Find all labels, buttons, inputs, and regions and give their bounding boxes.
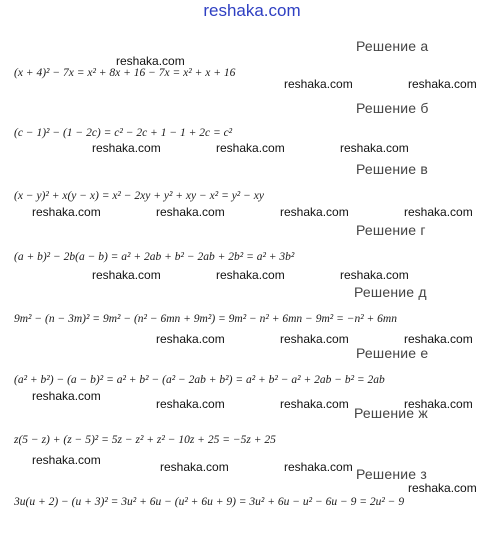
watermark: reshaka.com — [156, 397, 225, 411]
solution-label-e: Решение е — [356, 345, 429, 361]
solution-label-d: Решение д — [354, 284, 427, 300]
solution-label-zh: Решение ж — [354, 405, 428, 421]
watermark: reshaka.com — [280, 205, 349, 219]
watermark: reshaka.com — [408, 77, 477, 91]
watermark: reshaka.com — [408, 481, 477, 495]
watermark: reshaka.com — [92, 141, 161, 155]
solution-label-v: Решение в — [356, 161, 428, 177]
solution-formula-g: (a + b)² − 2b(a − b) = a² + 2ab + b² − 2ab + 2b² = a² + 3b² — [14, 251, 295, 263]
watermark: reshaka.com — [280, 332, 349, 346]
watermark: reshaka.com — [340, 268, 409, 282]
watermark: reshaka.com — [284, 77, 353, 91]
watermark: reshaka.com — [32, 453, 101, 467]
watermark: reshaka.com — [284, 460, 353, 474]
watermark: reshaka.com — [32, 205, 101, 219]
watermark: reshaka.com — [92, 268, 161, 282]
solution-label-z: Решение з — [356, 466, 427, 482]
watermark: reshaka.com — [216, 268, 285, 282]
watermark: reshaka.com — [404, 332, 473, 346]
solution-label-g: Решение г — [356, 222, 426, 238]
watermark: reshaka.com — [404, 397, 473, 411]
watermark: reshaka.com — [32, 389, 101, 403]
solution-formula-d: 9m² − (n − 3m)² = 9m² − (n² − 6mn + 9m²) = 9m² − n² + 6mn − 9m² = −n² + 6mn — [14, 313, 397, 325]
watermark: reshaka.com — [156, 205, 225, 219]
solution-formula-v: (x − y)² + x(y − x) = x² − 2xy + y² + xy − x² = y² − xy — [14, 190, 264, 202]
watermark: reshaka.com — [160, 460, 229, 474]
watermark: reshaka.com — [280, 397, 349, 411]
watermark: reshaka.com — [156, 332, 225, 346]
watermark: reshaka.com — [340, 141, 409, 155]
solution-formula-z: 3u(u + 2) − (u + 3)² = 3u² + 6u − (u² + 6u + 9) = 3u² + 6u − u² − 6u − 9 = 2u² − 9 — [14, 496, 405, 508]
solution-formula-a: (x + 4)² − 7x = x² + 8x + 16 − 7x = x² + x + 16 — [14, 67, 236, 79]
solution-formula-e: (a² + b²) − (a − b)² = a² + b² − (a² − 2ab + b²) = a² + b² − a² + 2ab − b² = 2ab — [14, 374, 385, 386]
watermark: reshaka.com — [404, 205, 473, 219]
watermark: reshaka.com — [216, 141, 285, 155]
solution-formula-b: (c − 1)² − (1 − 2c) = c² − 2c + 1 − 1 + 2c = c² — [14, 127, 233, 139]
watermark: reshaka.com — [116, 54, 185, 68]
solution-formula-zh: z(5 − z) + (z − 5)² = 5z − z² + z² − 10z + 25 = −5z + 25 — [14, 434, 276, 446]
site-header-link[interactable]: reshaka.com — [203, 1, 301, 20]
solution-label-b: Решение б — [356, 100, 429, 116]
solution-label-a: Решение а — [356, 38, 429, 54]
